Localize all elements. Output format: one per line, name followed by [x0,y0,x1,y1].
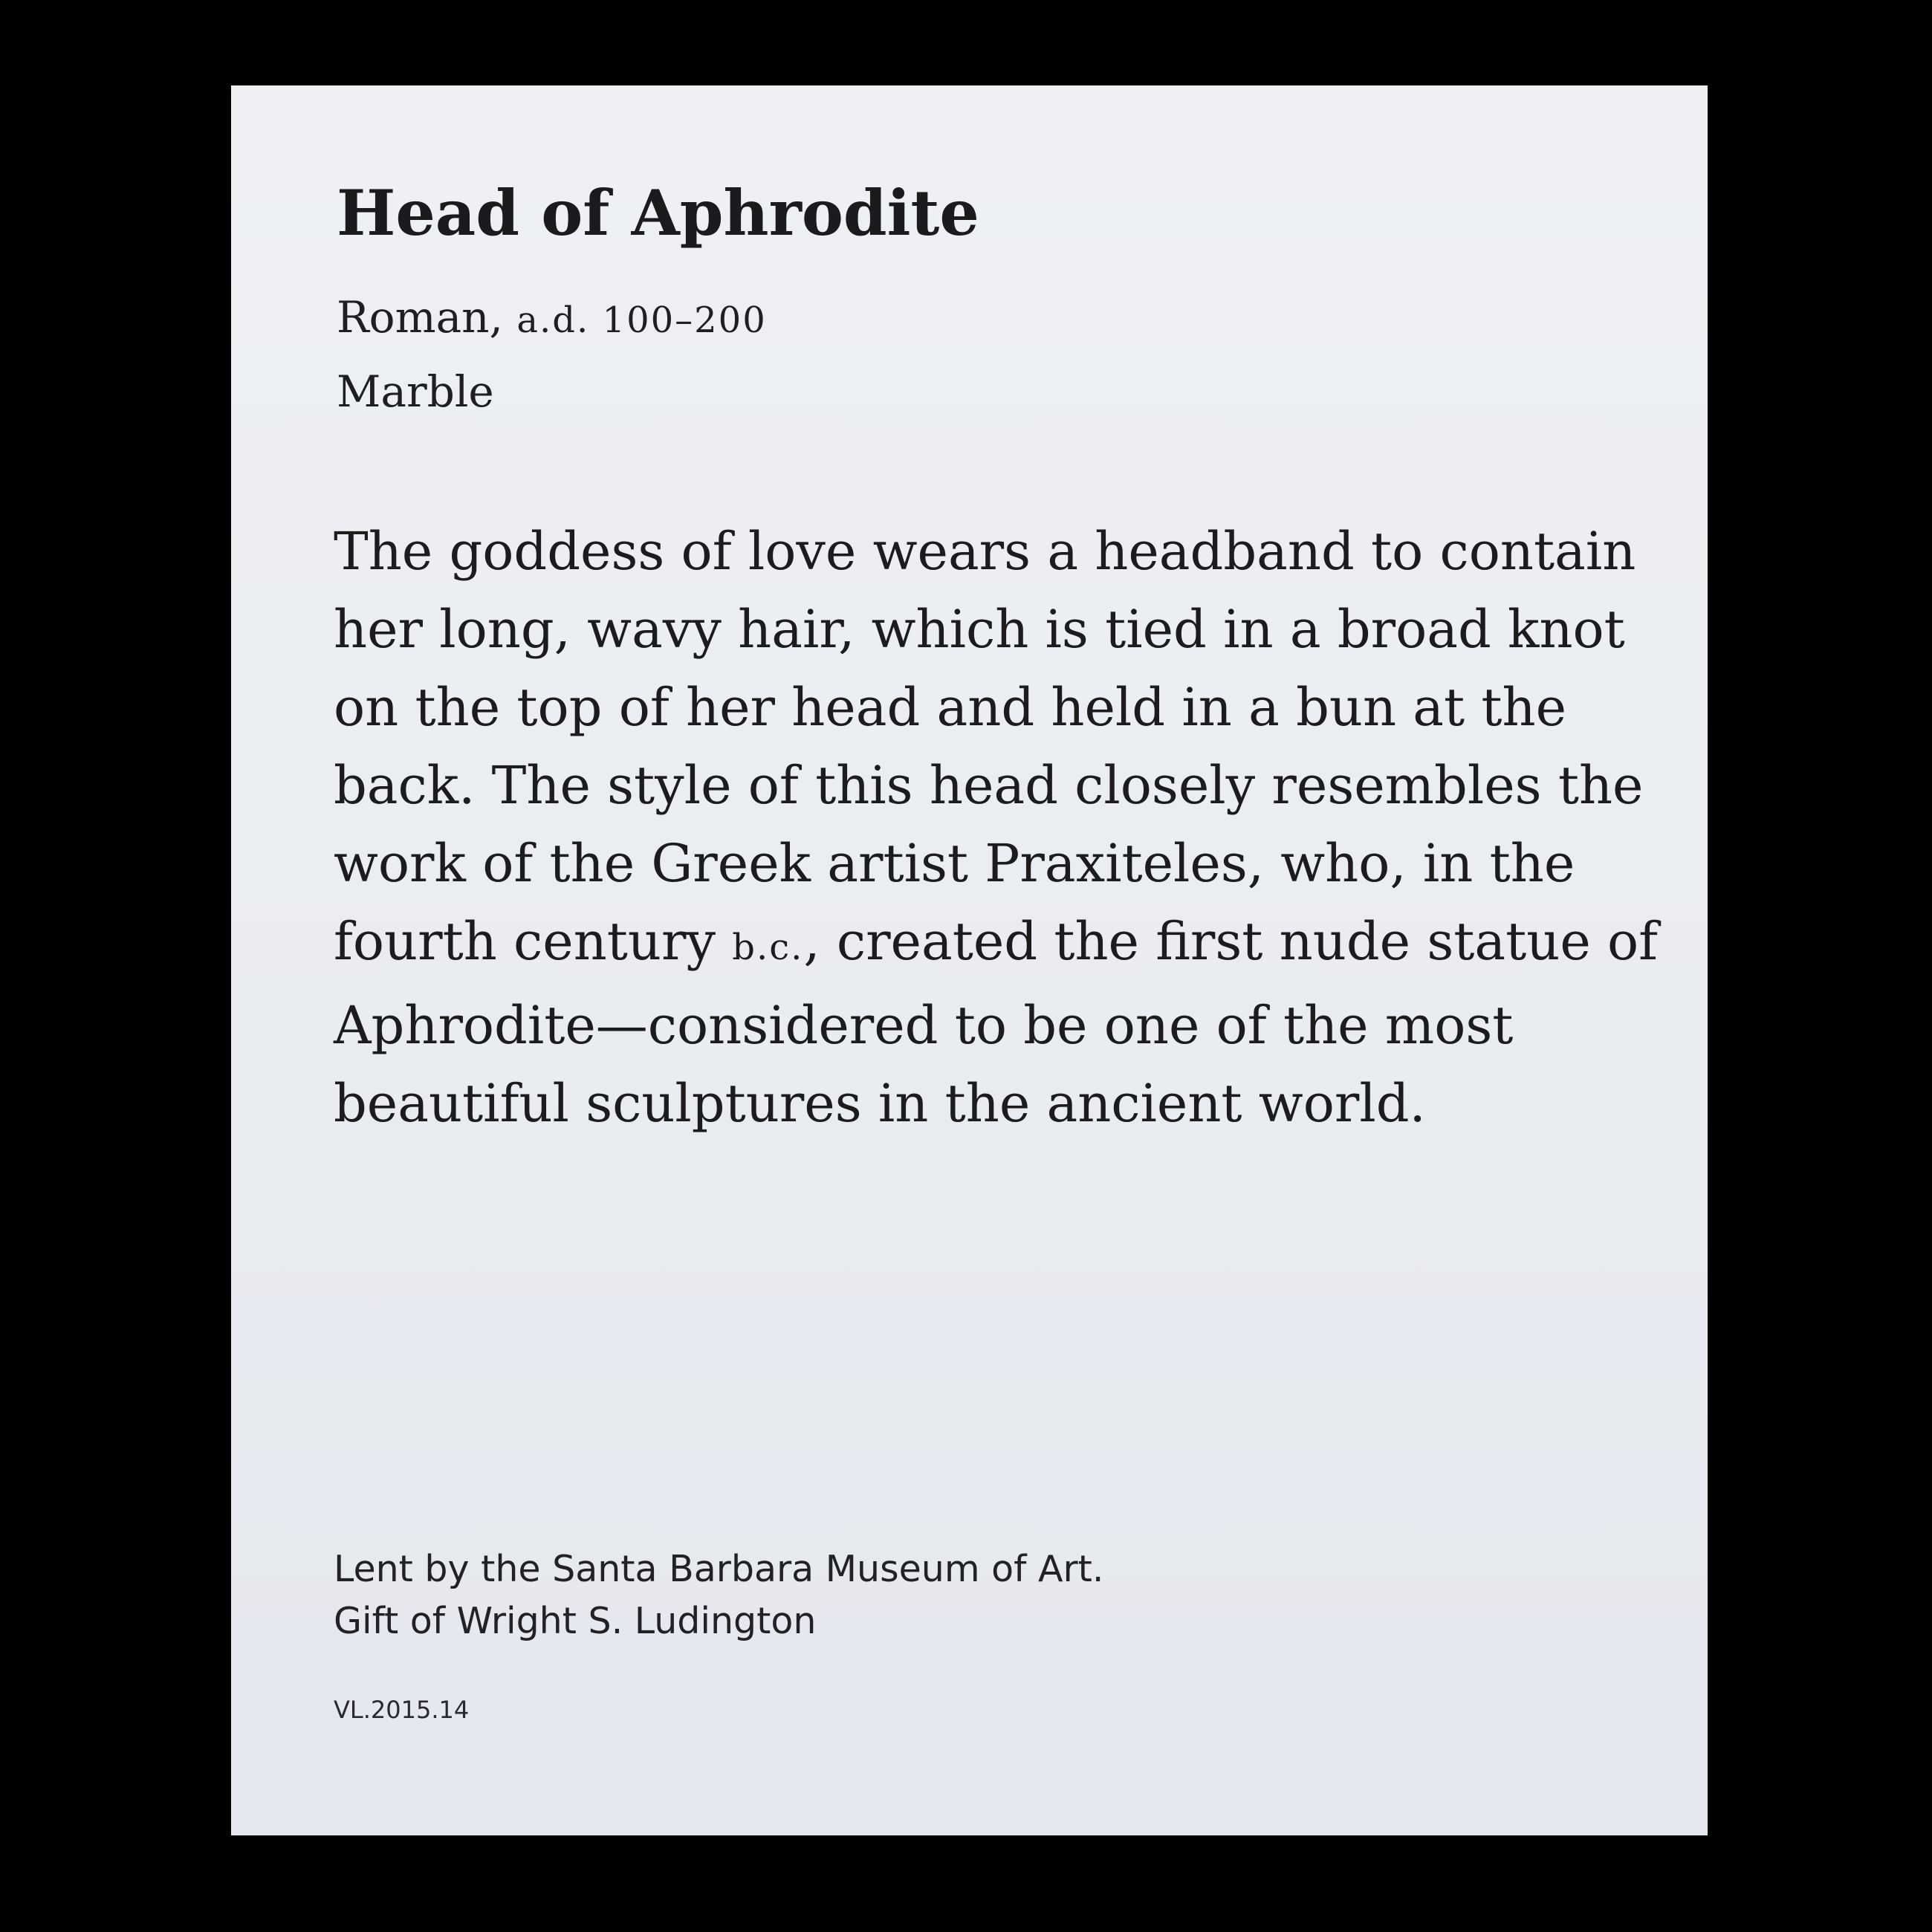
description-text [334,513,1659,1143]
description-fragment: , created the first nude statue of [803,911,1659,972]
accession-number: VL.2015.14 [334,1696,470,1724]
description-line: beautiful sculptures in the ancient world. [334,1073,1426,1134]
description-line: on the top of her head and held in a bun at the [334,677,1567,738]
description-line: back. The style of this head closely resembles the [334,755,1644,816]
medium: Marble [337,366,494,417]
culture-date-line [337,292,767,343]
museum-label-card [231,85,1708,1835]
lender-text: Lent by the Santa Barbara Museum of Art. [334,1548,1104,1590]
description-line: The goddess of love wears a headband to contain [334,521,1636,582]
era-abbreviation: b.c. [732,927,804,968]
culture: Roman, [337,292,503,343]
artwork-title: Head of Aphrodite [337,176,979,250]
description-fragment: fourth century [334,911,733,972]
credit-line [334,1543,1103,1647]
description-line: Aphrodite—considered to be one of the most [334,995,1514,1056]
description-line: work of the Greek artist Praxiteles, who, in the [334,833,1575,894]
description-line: her long, wavy hair, which is tied in a broad knot [334,599,1625,660]
gift-text: Gift of Wright S. Ludington [334,1600,817,1642]
description-line [334,903,1659,987]
date: a.d. 100–200 [516,299,767,341]
